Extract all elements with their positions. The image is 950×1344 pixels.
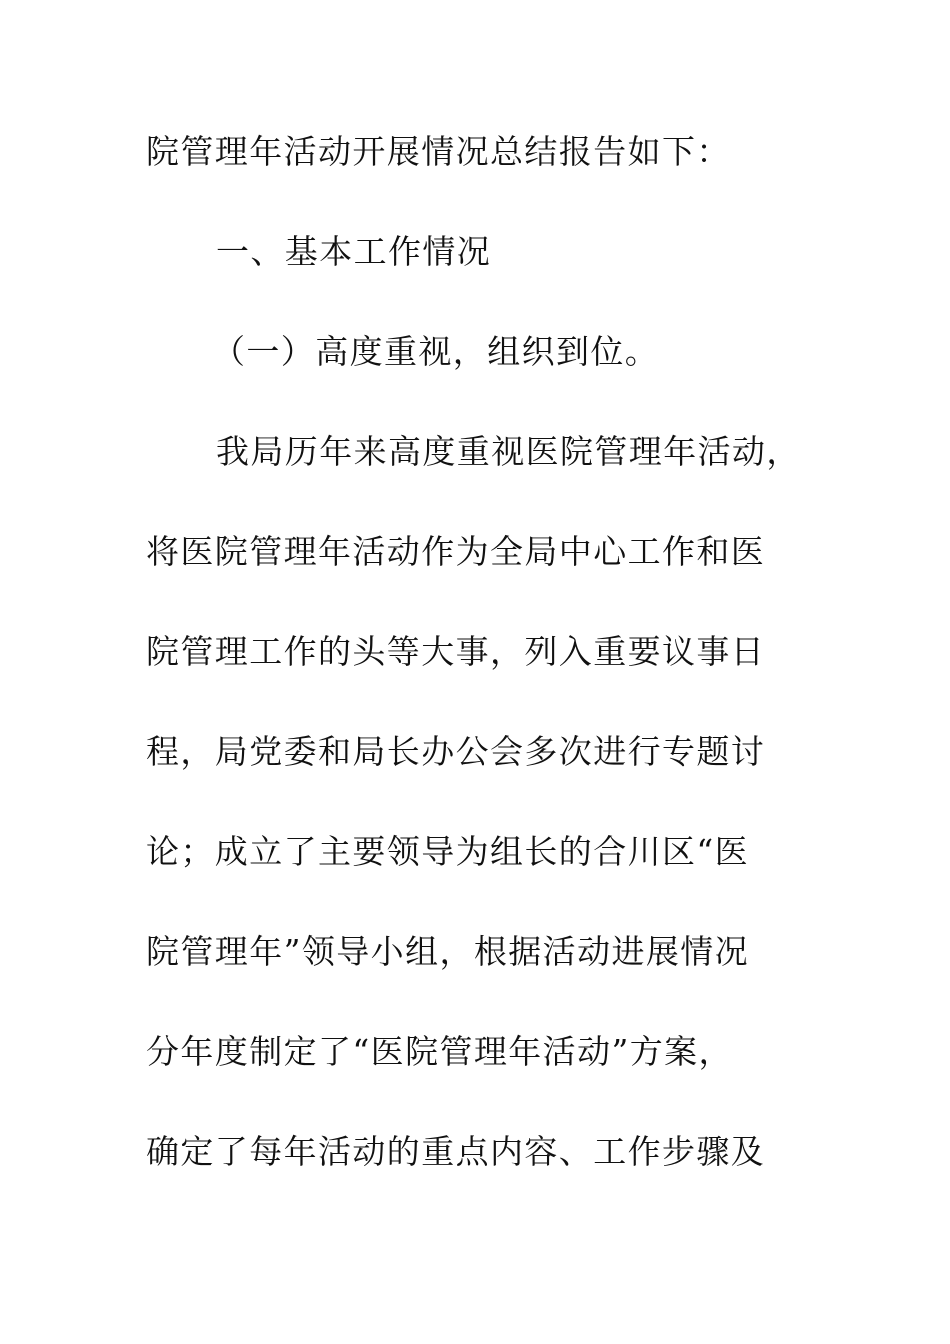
body-text-line: 程，局党委和局长办公会多次进行专题讨 bbox=[146, 732, 766, 771]
body-text-line: 确定了每年活动的重点内容、工作步骤及 bbox=[146, 1132, 766, 1171]
body-text-line: 我局历年来高度重视医院管理年活动， bbox=[216, 432, 801, 471]
body-text-line: 院管理工作的头等大事，列入重要议事日 bbox=[146, 632, 766, 671]
section-heading: 一、基本工作情况 bbox=[216, 232, 492, 271]
body-text-line: 院管理年活动开展情况总结报告如下： bbox=[146, 132, 731, 171]
body-text-line: 将医院管理年活动作为全局中心工作和医 bbox=[146, 532, 766, 571]
body-text-line: 院管理年”领导小组，根据活动进展情况 bbox=[146, 932, 750, 971]
body-text-line: 分年度制定了“医院管理年活动”方案， bbox=[146, 1032, 733, 1071]
subsection-heading: （一）高度重视，组织到位。 bbox=[212, 332, 660, 371]
body-text-line: 论；成立了主要领导为组长的合川区“医 bbox=[146, 832, 750, 871]
